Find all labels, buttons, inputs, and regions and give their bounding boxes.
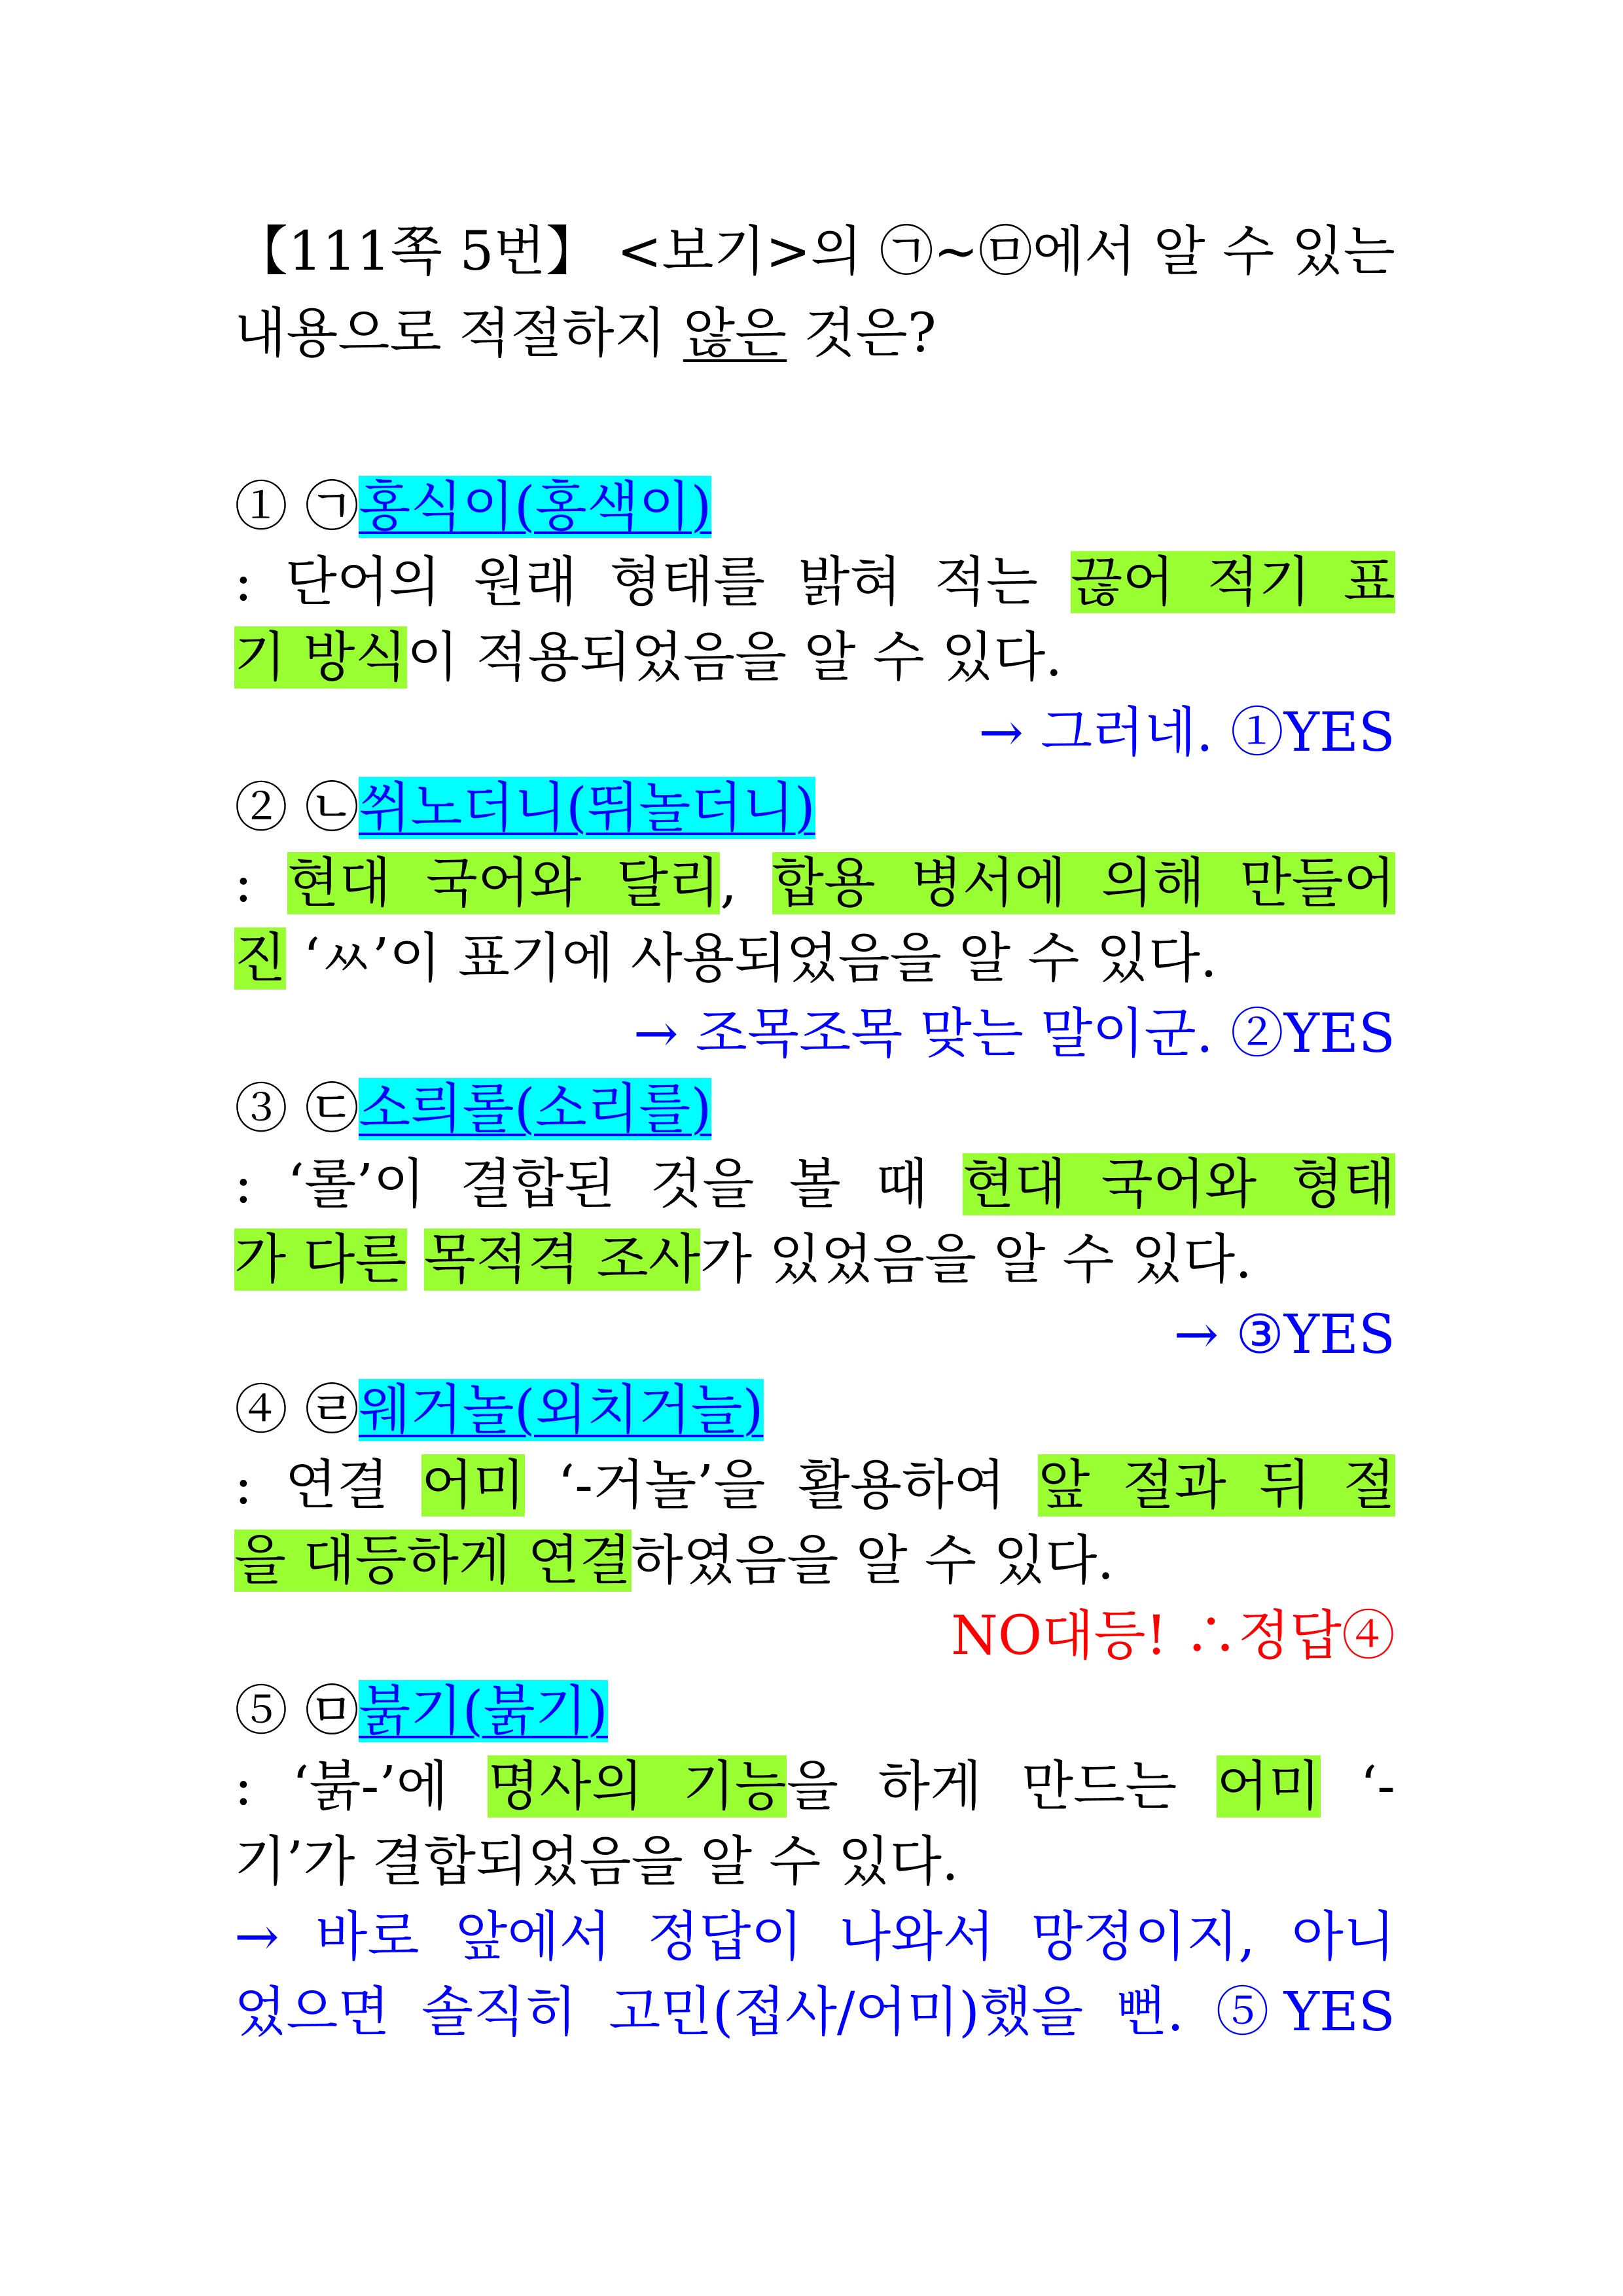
question-line-2 [234, 298, 1395, 370]
option-highlight: 앞 절과 뒤 절 [1038, 1454, 1395, 1516]
option-1-comment [234, 697, 1395, 769]
option-text: ‘- [1320, 1755, 1395, 1818]
option-2-comment [234, 998, 1395, 1070]
option-5-comment-line-1 [234, 1901, 1395, 1973]
question-text: 내용으로 적절하지 [234, 302, 683, 365]
question-emphasis-not: 않은 [683, 302, 787, 365]
comment-text: 었으면 솔직히 고민(접사/어미)했을 뻔. ⑤YES [234, 1981, 1395, 2043]
option-text: 을 하게 만드는 [786, 1755, 1217, 1818]
option-text: : [234, 852, 288, 914]
comment-text: → 조목조목 맞는 말이군. ②YES [633, 1003, 1395, 1065]
option-text: , [720, 852, 772, 914]
option-2-header [234, 772, 1395, 844]
option-marker: ⑤ ㉤ [234, 1680, 359, 1742]
option-4-line-1 [234, 1450, 1395, 1522]
comment-text: → ③YES [1173, 1304, 1395, 1366]
option-highlight: 어미 [1217, 1755, 1321, 1818]
option-highlight: 가 다른 [234, 1229, 407, 1291]
option-text: : ‘붉-’에 [234, 1755, 488, 1818]
option-text: 하였음을 알 수 있다. [631, 1530, 1115, 1592]
option-word: 홍식이(홍색이) [359, 476, 712, 538]
option-3-line-1 [234, 1149, 1395, 1221]
option-text: 가 있었음을 알 수 있다. [700, 1229, 1253, 1291]
option-4-comment [234, 1600, 1395, 1672]
option-text: : 단어의 원래 형태를 밝혀 적는 [234, 551, 1071, 613]
option-text: : 연결 [234, 1454, 421, 1516]
option-3-comment [234, 1299, 1395, 1371]
option-text: 이 적용되었음을 알 수 있다. [406, 626, 1063, 689]
option-marker: ② ㉡ [234, 777, 359, 839]
option-5-line-1 [234, 1751, 1395, 1823]
option-1-header [234, 471, 1395, 543]
option-highlight: 진 [234, 927, 287, 990]
option-text: ‘-거놀’을 활용하여 [525, 1454, 1039, 1516]
option-1-line-2 [234, 622, 1395, 694]
option-highlight: 합용 병서에 의해 만들어 [772, 852, 1395, 914]
option-highlight: 끊어 적기 표 [1070, 551, 1395, 613]
option-text: ‘ㅆ’이 표기에 사용되었음을 알 수 있다. [286, 927, 1217, 990]
option-highlight: 기 방식 [234, 626, 407, 689]
option-text [407, 1229, 424, 1291]
option-4-line-2 [234, 1525, 1395, 1597]
option-5-comment-line-2 [234, 1977, 1395, 2049]
option-highlight: 을 대등하게 연결 [234, 1530, 632, 1592]
option-marker: ④ ㉣ [234, 1379, 359, 1441]
option-3-header [234, 1073, 1395, 1145]
option-word: 쒸노더니(뛰놀더니) [359, 777, 815, 839]
answer-text: NO대등! ∴정답④ [951, 1605, 1395, 1667]
option-1-line-1 [234, 547, 1395, 619]
option-4-header [234, 1374, 1395, 1446]
comment-text: → 그러네. ①YES [978, 702, 1395, 764]
question-line-1 [234, 216, 1395, 288]
option-3-line-2 [234, 1224, 1395, 1296]
option-text: : ‘롤’이 결합된 것을 볼 때 [234, 1153, 963, 1215]
option-marker: ③ ㉢ [234, 1078, 359, 1140]
option-word: 소릐롤(소리를) [359, 1078, 712, 1140]
question-text: 【111쪽 5번】 <보기>의 ㉠~㉤에서 알 수 있는 [234, 221, 1395, 283]
option-2-line-1 [234, 848, 1395, 920]
question-text: 것은? [787, 302, 936, 365]
option-highlight: 현대 국어와 달리 [287, 852, 721, 914]
option-text: 기’가 결합되었음을 알 수 있다. [234, 1831, 959, 1893]
option-5-line-2 [234, 1826, 1395, 1898]
option-marker: ① ㉠ [234, 476, 359, 538]
option-5-header [234, 1676, 1395, 1748]
option-highlight: 어미 [421, 1454, 526, 1516]
option-2-line-2 [234, 923, 1395, 995]
option-highlight: 목적격 조사 [423, 1229, 700, 1291]
option-highlight: 명사의 기능 [488, 1755, 787, 1818]
option-word: 웨거놀(외치거늘) [359, 1379, 764, 1441]
comment-text: → 바로 앞에서 정답이 나와서 망정이지, 아니 [234, 1906, 1395, 1968]
option-word: 붉기(붉기) [359, 1680, 608, 1742]
option-highlight: 현대 국어와 형태 [962, 1153, 1395, 1215]
